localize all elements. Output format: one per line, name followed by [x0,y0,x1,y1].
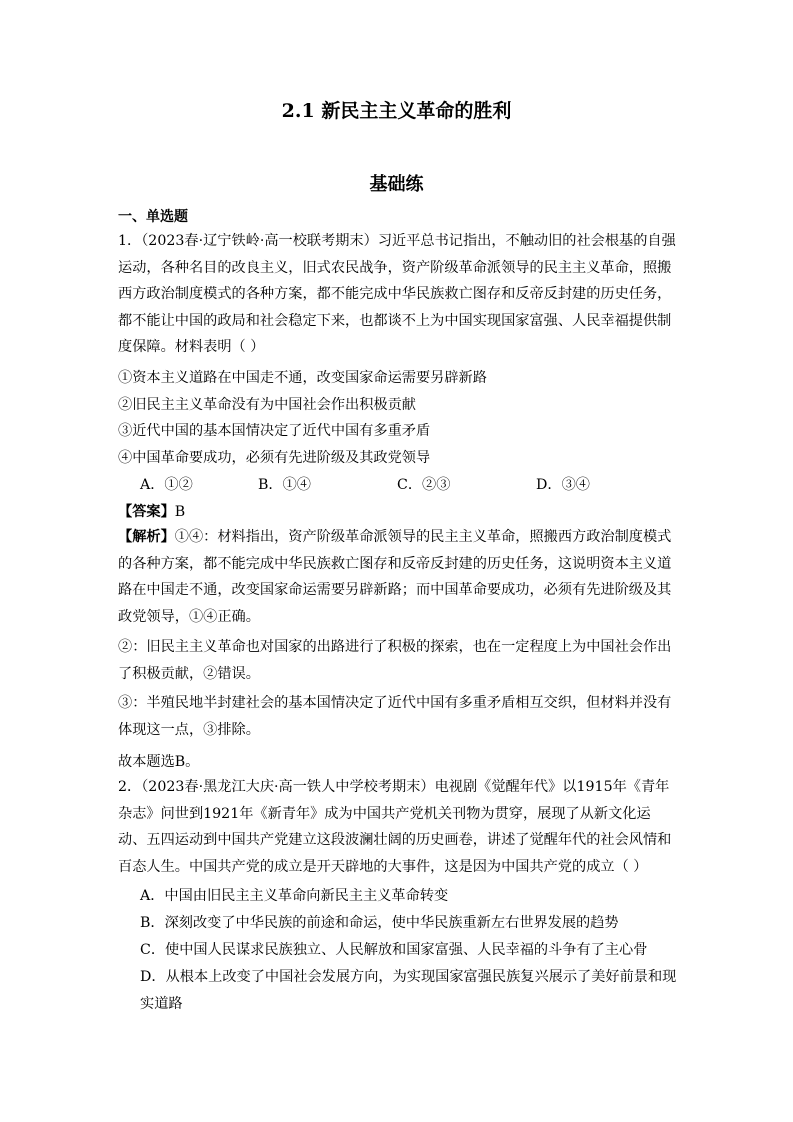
question-1-item-2: ②旧民主主义革命没有为中国社会作出积极贡献 [118,397,416,413]
document-title: 2.1 新民主主义革命的胜利 [281,100,512,122]
answer-value: B [174,504,186,520]
document-subtitle: 基础练 [369,174,424,195]
question-1-stem: 1．（2023春·辽宁铁岭·高一校联考期末）习近平总书记指出，不触动旧的社会根基的自强运动，各种名目的改良主义，旧式农民战争，资产阶级革命派领导的民主主义革命，照搬西方政治制度模式的各种方案，都不能完成中华民族救亡图存和反帝反封建的历史任务，都不能让中国的政局和社会稳定下来，也都谈不上为中国实现国家富强、人民幸福提供制度保障。材料表明（ ） [118,233,676,356]
question-1-conclusion: 故本题选B。 [118,754,200,770]
analysis-text-1: ①④：材料指出，资产阶级革命派领导的民主主义革命，照搬西方政治制度模式的各种方案，都不能完成中华民族救亡图存和反帝反封建的历史任务，这说明资本主义道路在中国走不通，改变国家命运需要另辟新路；而中国革命要成功，必须有先进阶级及其政党领导，①④正确。 [118,529,672,625]
question-1-item-3: ③近代中国的基本国情决定了近代中国有多重矛盾 [118,423,431,439]
question-1-analysis-3: ③：半殖民地半封建社会的基本国情决定了近代中国有多重矛盾相互交织，但材料并没有体现这一点，③排除。 [118,695,672,738]
question-1-analysis-2: ②：旧民主主义革命也对国家的出路进行了积极的探索，也在一定程度上为中国社会作出了积极贡献，②错误。 [118,639,672,682]
answer-label: 【答案】 [118,504,175,520]
question-1-option-d: D．③④ [536,477,590,493]
question-2-option-d: D．从根本上改变了中国社会发展方向，为实现国家富强民族复兴展示了美好前景和现实道路 [140,969,677,1012]
analysis-label: 【解析】 [118,529,175,545]
question-2-option-a: A．中国由旧民主主义革命向新民主主义革命转变 [140,888,449,904]
question-1-analysis-1 [118,524,678,630]
question-1-option-a: A．①② [140,477,193,493]
section-heading: 一、单选题 [118,209,188,225]
question-1-option-c: C．②③ [397,477,451,493]
question-1-option-b: B．①④ [258,477,311,493]
question-2-option-b: B．深刻改变了中华民族的前途和命运，使中华民族重新左右世界发展的趋势 [140,915,619,931]
question-1-item-4: ④中国革命要成功，必须有先进阶级及其政党领导 [118,450,431,466]
question-2-stem: 2．（2023春·黑龙江大庆·高一铁人中学校考期末）电视剧《觉醒年代》以1915年《青年杂志》问世到1921年《新青年》成为中国共产党机关刊物为贯穿，展现了从新文化运动、五四运动到中国共产党建立这段波澜壮阔的历史画卷，讲述了觉醒年代的社会风情和百态人生。中国共产党的成立是开天辟地的大事件，这是因为中国共产党的成立（ ） [118,779,672,875]
question-2-option-c: C．使中国人民谋求民族独立、人民解放和国家富强、人民幸福的斗争有了主心骨 [140,942,648,958]
question-1-item-1: ①资本主义道路在中国走不通，改变国家命运需要另辟新路 [118,370,487,386]
question-1-answer [118,502,185,522]
